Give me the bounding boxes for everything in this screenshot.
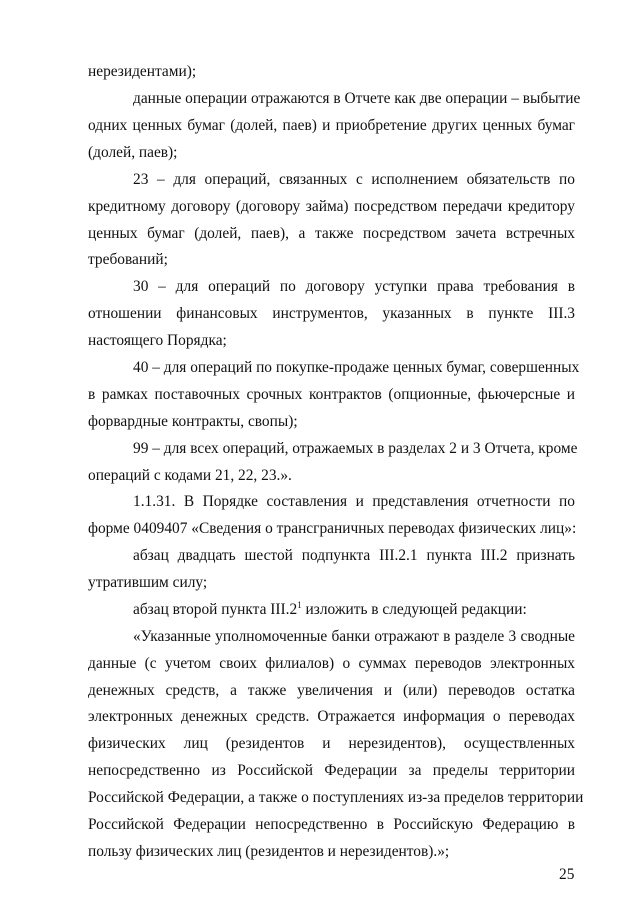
page-number: 25 (559, 866, 575, 883)
text-line: 40 – для операций по покупке-продаже ценных бумаг, совершенных (133, 359, 580, 376)
text-line: (долей, паев); (88, 144, 178, 161)
text-segment: изложить в следующей редакции: (301, 601, 527, 618)
text-segment: абзац второй пункта III.2 (133, 601, 298, 618)
text-line: настоящего Порядка; (88, 332, 227, 349)
text-line: 30 – для операций по договору уступки права требования в (133, 278, 575, 295)
text-line (133, 601, 575, 619)
text-line: данные (с учетом своих филиалов) о суммах переводов электронных (88, 655, 575, 672)
text-line: одних ценных бумаг (долей, паев) и приобретение других ценных бумаг (88, 117, 575, 134)
text-line: кредитному договору (договору займа) посредством передачи кредитору (88, 198, 575, 215)
text-line: Российской Федерации, а также о поступлениях из-за пределов территории (88, 789, 584, 806)
text-line: ценных бумаг (долей, паев), а также посредством зачета встречных (88, 225, 575, 242)
text-line: данные операции отражаются в Отчете как две операции – выбытие (133, 90, 581, 107)
text-line: в рамках поставочных срочных контрактов (опционные, фьючерсные и (88, 386, 575, 403)
text-line: электронных денежных средств. Отражается информация о переводах (88, 708, 575, 725)
text-line: «Указанные уполномоченные банки отражают в разделе 3 сводные (133, 628, 575, 645)
text-line: нерезидентами); (88, 63, 197, 80)
text-line: отношении финансовых инструментов, указанных в пункте III.3 (88, 305, 575, 322)
text-line: пользу физических лиц (резидентов и нерезидентов).»; (88, 843, 450, 860)
text-line: форме 0409407 «Сведения о трансграничных переводах физических лиц»: (88, 520, 577, 537)
superscript: 1 (297, 600, 302, 610)
text-line: 99 – для всех операций, отражаемых в разделах 2 и 3 Отчета, кроме (133, 440, 578, 457)
text-line: физических лиц (резидентов и нерезидентов), осуществленных (88, 735, 575, 752)
text-line: операций с кодами 21, 22, 23.». (88, 467, 292, 484)
text-line: 23 – для операций, связанных с исполнением обязательств по (133, 171, 575, 188)
text-line: абзац двадцать шестой подпункта III.2.1 пункта III.2 признать (133, 547, 575, 564)
text-line: денежных средств, а также увеличения и (или) переводов остатка (88, 682, 575, 699)
text-line: непосредственно из Российской Федерации за пределы территории (88, 762, 575, 779)
text-line: утратившим силу; (88, 574, 208, 591)
text-line: Российской Федерации непосредственно в Российскую Федерацию в (88, 816, 575, 833)
text-line: форвардные контракты, свопы); (88, 413, 298, 430)
text-line: требований; (88, 251, 168, 268)
text-line: 1.1.31. В Порядке составления и представления отчетности по (133, 493, 575, 510)
